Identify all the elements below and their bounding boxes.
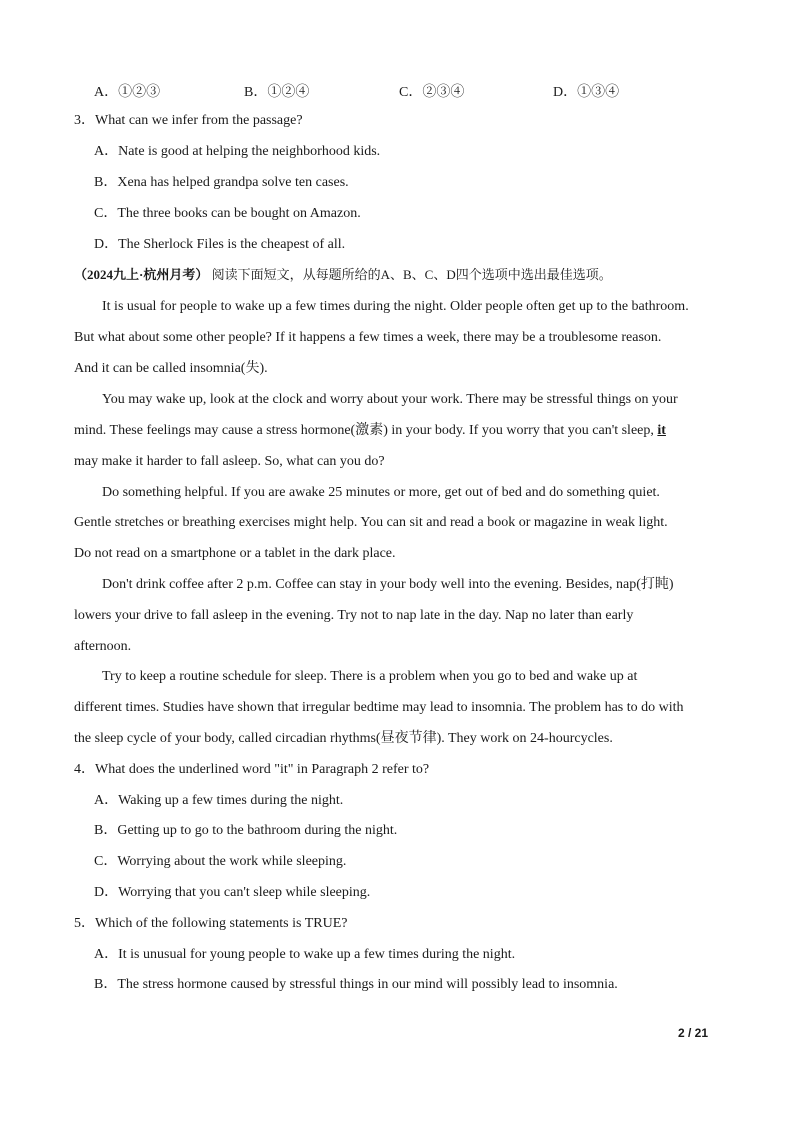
passage-line-5 — [74, 422, 666, 440]
passage-line-9: Do not read on a smartphone or a tablet in the dark place. — [74, 546, 396, 561]
passage-line-13: Try to keep a routine schedule for sleep. There is a problem when you go to bed and wake up at — [102, 669, 638, 684]
q4-option-b: B．Getting up to go to the bathroom during the night. — [94, 823, 398, 838]
passage-line-11: lowers your drive to fall asleep in the evening. Try not to nap late in the day. Nap no later than early — [74, 608, 634, 623]
page-number: 2 / 21 — [677, 1026, 708, 1040]
q2-option-c: C．②③④ — [399, 85, 465, 100]
q3-option-b: B．Xena has helped grandpa solve ten cases. — [94, 175, 349, 190]
q4-stem: 4．What does the underlined word "it" in Paragraph 2 refer to? — [74, 762, 430, 777]
passage-line-2: But what about some other people? If it happens a few times a week, there may be a troublesome reason. — [74, 330, 662, 345]
q3-option-a: A．Nate is good at helping the neighborhood kids. — [94, 144, 381, 159]
q5-option-b: B．The stress hormone caused by stressful things in our mind will possibly lead to insomnia. — [94, 977, 618, 992]
passage-line-8: Gentle stretches or breathing exercises might help. You can sit and read a book or magazine in weak light. — [74, 515, 668, 530]
passage-source: （2024九上·杭州月考） — [74, 267, 209, 282]
q2-option-b: B．①②④ — [244, 85, 310, 100]
passage-line-6: may make it harder to fall asleep. So, what can you do? — [74, 454, 385, 469]
q4-option-d: D．Worrying that you can't sleep while sleeping. — [94, 885, 371, 900]
q3-stem: 3．What can we infer from the passage? — [74, 113, 303, 128]
passage-line-3: And it can be called insomnia(失). — [74, 361, 268, 376]
underlined-it: it — [657, 423, 666, 438]
q2-option-d: D．①③④ — [553, 85, 620, 100]
passage-instruction: 阅读下面短文，从每题所给的A、B、C、D四个选项中选出最佳选项。 — [211, 267, 612, 282]
passage-line-12: afternoon. — [74, 639, 132, 654]
q2-option-a: A．①②③ — [94, 85, 161, 100]
passage-line-1: It is usual for people to wake up a few times during the night. Older people often get up to the bathroom. — [102, 299, 689, 314]
passage-line-4: You may wake up, look at the clock and worry about your work. There may be stressful things on your — [102, 392, 678, 407]
q3-option-c: C．The three books can be bought on Amazon. — [94, 206, 361, 221]
passage-header — [74, 266, 612, 284]
q2-options-row — [0, 81, 794, 99]
q5-stem: 5．Which of the following statements is TRUE? — [74, 916, 348, 931]
q5-option-a: A．It is unusual for young people to wake up a few times during the night. — [94, 947, 516, 962]
passage-line-15: the sleep cycle of your body, called circadian rhythms(昼夜节律). They work on 24-hourcycles. — [74, 731, 613, 746]
q4-option-c: C．Worrying about the work while sleeping. — [94, 854, 347, 869]
passage-line-5-text: mind. These feelings may cause a stress hormone(激素) in your body. If you worry that you can't sleep, — [74, 423, 654, 438]
passage-line-14: different times. Studies have shown that irregular bedtime may lead to insomnia. The problem has to do with — [74, 700, 684, 715]
q3-option-d: D．The Sherlock Files is the cheapest of all. — [94, 237, 346, 252]
q4-option-a: A．Waking up a few times during the night. — [94, 793, 344, 808]
passage-line-7: Do something helpful. If you are awake 25 minutes or more, get out of bed and do something quiet. — [102, 485, 660, 500]
passage-line-10: Don't drink coffee after 2 p.m. Coffee can stay in your body well into the evening. Besides, nap(打盹) — [102, 577, 674, 592]
